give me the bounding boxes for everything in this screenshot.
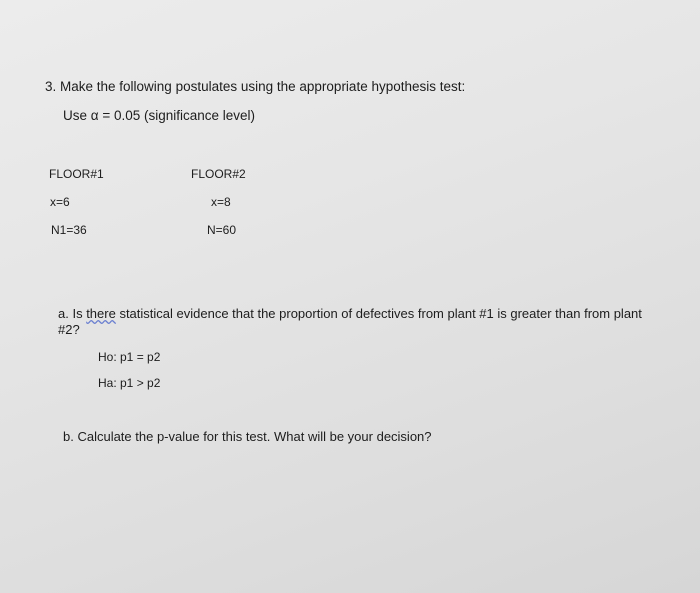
alternative-hypothesis: Ha: p1 > p2: [98, 376, 161, 390]
part-a-question-line1: [58, 306, 642, 322]
floor1-x-value: x=6: [50, 195, 70, 209]
significance-level: Use α = 0.05 (significance level): [63, 108, 256, 123]
question-title: 3. Make the following postulates using the appropriate hypothesis test:: [45, 79, 466, 94]
part-a-question-line2: #2?: [58, 322, 80, 337]
floor1-header: FLOOR#1: [49, 167, 104, 181]
part-a-underlined-word: there: [86, 306, 116, 321]
part-a-prefix: a. Is: [58, 306, 87, 321]
part-b-question: b. Calculate the p-value for this test. What will be your decision?: [63, 429, 432, 444]
floor1-n-value: N1=36: [51, 223, 87, 237]
part-a-rest: statistical evidence that the proportion of defectives from plant #1 is greater than from plant: [115, 306, 642, 321]
floor2-n-value: N=60: [207, 223, 237, 237]
floor2-x-value: x=8: [211, 195, 231, 209]
floor2-header: FLOOR#2: [191, 167, 246, 181]
null-hypothesis: Ho: p1 = p2: [98, 350, 161, 364]
